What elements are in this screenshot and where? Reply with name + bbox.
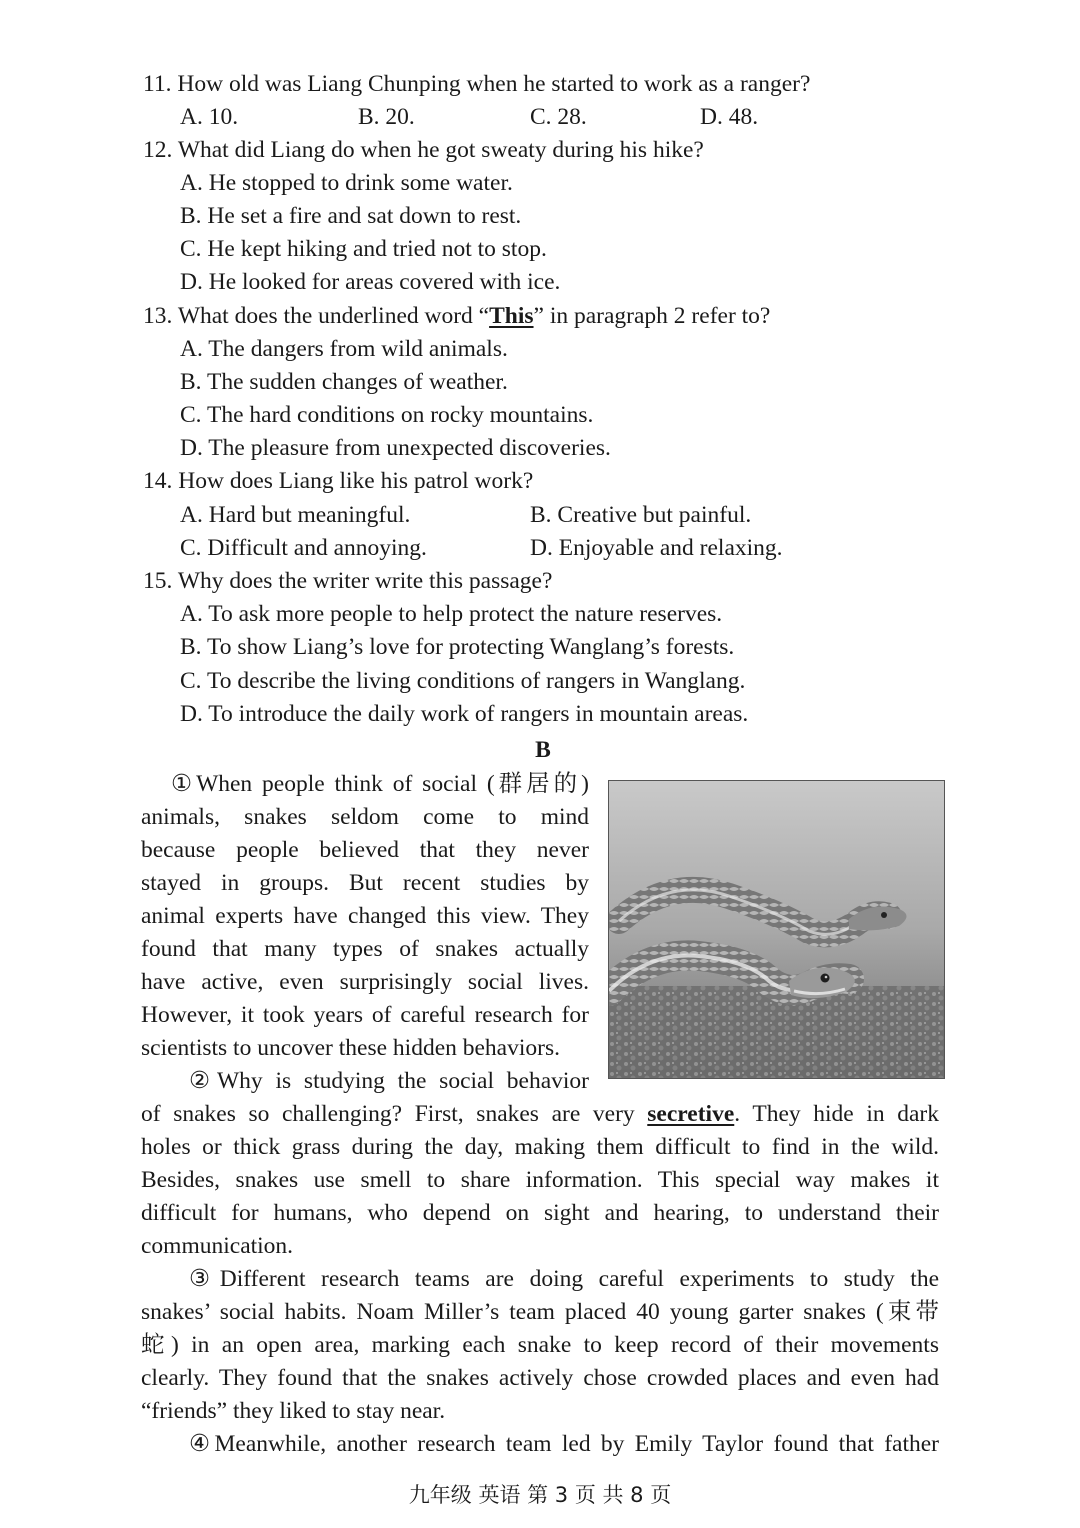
question-14-option-d: D. Enjoyable and relaxing. bbox=[530, 535, 783, 561]
underlined-word: secretive bbox=[647, 1101, 735, 1127]
question-15-option-a: A. To ask more people to help protect the nature reserves. bbox=[180, 601, 723, 627]
paragraph-line: animal experts have changed this view. They bbox=[141, 903, 589, 929]
question-15-stem: 15. Why does the writer write this passage? bbox=[143, 568, 553, 594]
question-14-option-b: B. Creative but painful. bbox=[530, 502, 752, 528]
question-14-option-c: C. Difficult and annoying. bbox=[180, 535, 427, 561]
question-13-option-b: B. The sudden changes of weather. bbox=[180, 369, 508, 395]
question-15-option-c: C. To describe the living conditions of rangers in Wanglang. bbox=[180, 668, 746, 694]
paragraph-3 bbox=[141, 1263, 939, 1428]
paragraph-line: snakes’ social habits. Noam Miller’s team placed 40 young garter snakes (束带 bbox=[141, 1299, 939, 1325]
paragraph-line: difficult for humans, who depend on sight and hearing, to understand their bbox=[141, 1200, 939, 1226]
underlined-word: This bbox=[489, 303, 534, 329]
question-12-option-a: A. He stopped to drink some water. bbox=[180, 170, 513, 196]
question-11-stem: 11. How old was Liang Chunping when he started to work as a ranger? bbox=[143, 71, 811, 97]
stem-text: ” in paragraph 2 refer to? bbox=[533, 303, 771, 329]
paragraph-line: ①When people think of social (群居的) bbox=[171, 771, 589, 797]
paragraph-2 bbox=[141, 1098, 939, 1263]
text: of snakes so challenging? First, snakes are very bbox=[141, 1101, 648, 1127]
paragraph-line bbox=[141, 1098, 939, 1131]
paragraph-4 bbox=[141, 1428, 939, 1461]
paragraph-2-first-line: ②Why is studying the social behavior bbox=[189, 1068, 589, 1094]
question-15-option-d: D. To introduce the daily work of rangers in mountain areas. bbox=[180, 701, 749, 727]
paragraph-line: 蛇) in an open area, marking each snake to keep record of their movements bbox=[141, 1332, 939, 1358]
paragraph-line: because people believed that they never bbox=[141, 837, 589, 863]
option-a: A. 10. bbox=[180, 104, 239, 130]
question-14-stem: 14. How does Liang like his patrol work? bbox=[143, 468, 534, 494]
snake-photo-drawing bbox=[609, 781, 944, 1078]
paragraph-line: However, it took years of careful research for bbox=[141, 1002, 589, 1028]
paragraph-1 bbox=[141, 768, 589, 1098]
option-d: D. 48. bbox=[700, 104, 759, 130]
section-b-title: B bbox=[535, 737, 551, 763]
question-13-option-a: A. The dangers from wild animals. bbox=[180, 336, 508, 362]
question-15-option-b: B. To show Liang’s love for protecting Wanglang’s forests. bbox=[180, 634, 735, 660]
paragraph-line: ④Meanwhile, another research team led by Emily Taylor found that father bbox=[189, 1431, 939, 1457]
question-12-option-c: C. He kept hiking and tried not to stop. bbox=[180, 236, 547, 262]
paragraph-line: stayed in groups. But recent studies by bbox=[141, 870, 589, 896]
paragraph-line: have active, even surprisingly social lives. bbox=[141, 969, 589, 995]
paragraph-line: clearly. They found that the snakes actively chose crowded places and even had bbox=[141, 1365, 939, 1391]
question-13-stem bbox=[143, 301, 770, 331]
page-footer: 九年级 英语 第 3 页 共 8 页 bbox=[408, 1483, 672, 1507]
stem-text: 13. What does the underlined word “ bbox=[143, 303, 490, 329]
question-13-option-d: D. The pleasure from unexpected discoveries. bbox=[180, 435, 611, 461]
paragraph-line: scientists to uncover these hidden behaviors. bbox=[141, 1035, 560, 1061]
paragraph-line: found that many types of snakes actually bbox=[141, 936, 589, 962]
paragraph-line: “friends” they liked to stay near. bbox=[141, 1398, 446, 1424]
question-14-option-a: A. Hard but meaningful. bbox=[180, 502, 411, 528]
paragraph-line: communication. bbox=[141, 1233, 294, 1259]
paragraph-line: animals, snakes seldom come to mind bbox=[141, 804, 589, 830]
text: . They hide in dark bbox=[734, 1101, 940, 1127]
question-12-option-b: B. He set a fire and sat down to rest. bbox=[180, 203, 522, 229]
option-b: B. 20. bbox=[358, 104, 415, 130]
snake-photo bbox=[608, 780, 945, 1079]
paragraph-line: Besides, snakes use smell to share information. This special way makes it bbox=[141, 1167, 939, 1193]
question-12-stem: 12. What did Liang do when he got sweaty during his hike? bbox=[143, 137, 704, 163]
paragraph-line: ③Different research teams are doing careful experiments to study the bbox=[189, 1266, 939, 1292]
paragraph-line: holes or thick grass during the day, making them difficult to find in the wild. bbox=[141, 1134, 939, 1160]
question-13-option-c: C. The hard conditions on rocky mountains. bbox=[180, 402, 594, 428]
option-c: C. 28. bbox=[530, 104, 587, 130]
question-12-option-d: D. He looked for areas covered with ice. bbox=[180, 269, 561, 295]
